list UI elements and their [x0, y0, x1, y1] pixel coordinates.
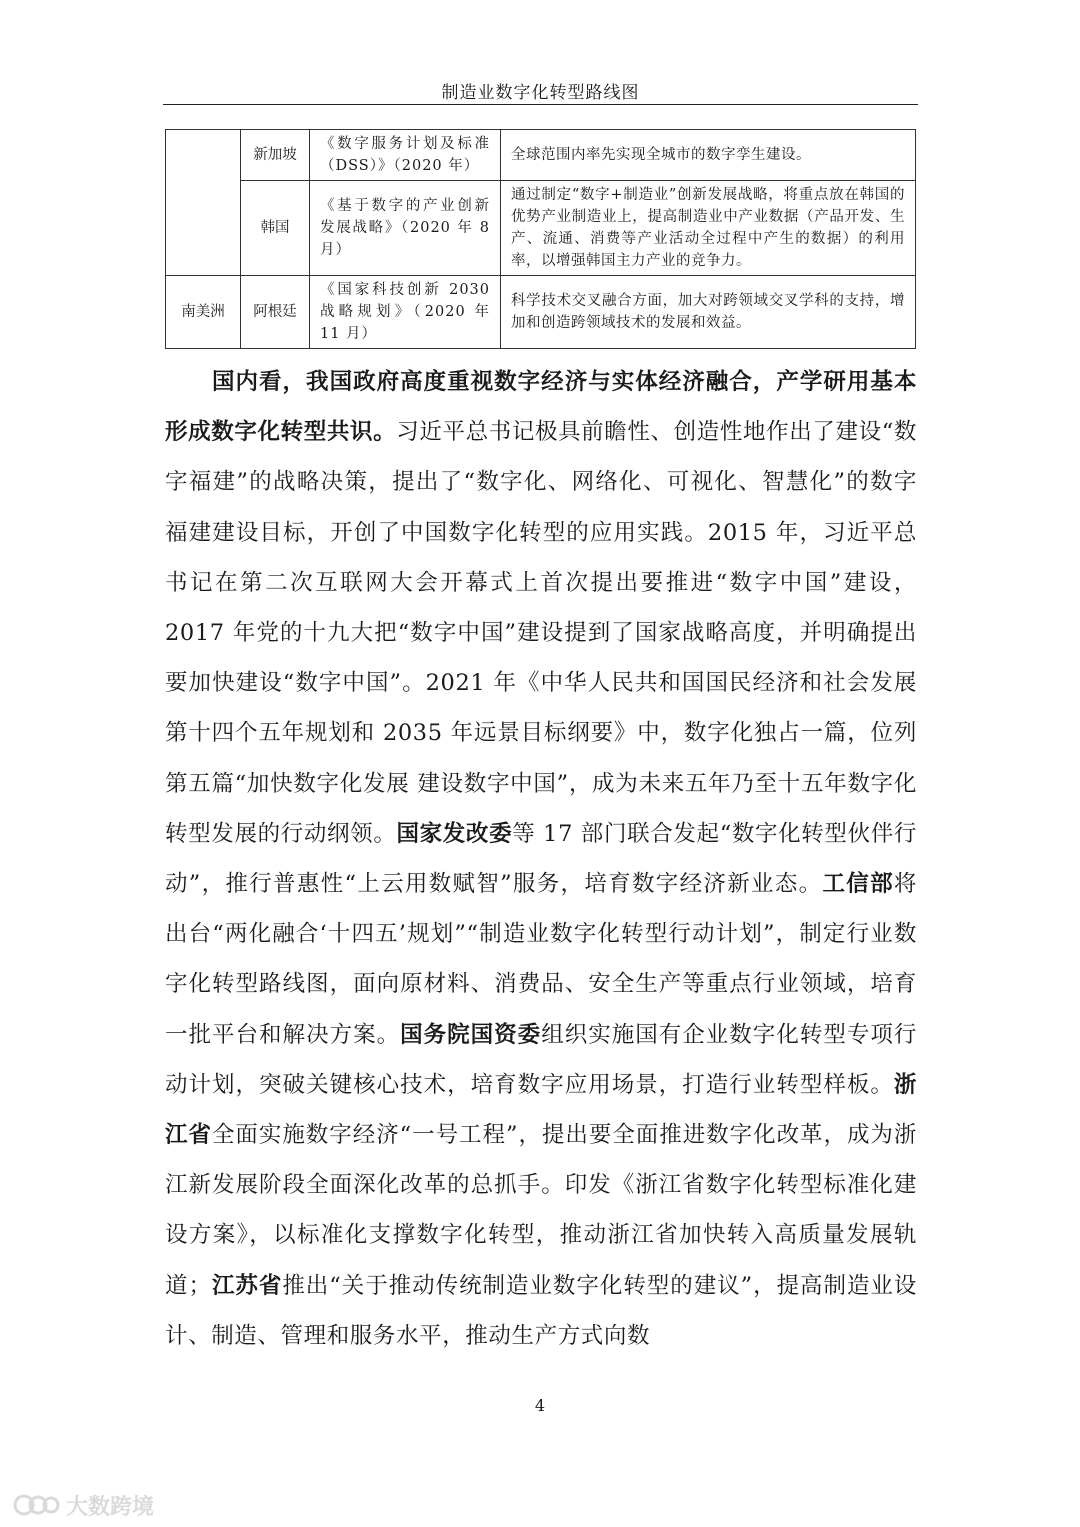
body-text: [165, 357, 917, 1361]
bold-org: 工信部: [822, 871, 894, 898]
policy-cell: 《基于数字的产业创新发展战略》（2020 年 8 月）: [310, 181, 501, 276]
table-row: [166, 181, 916, 276]
watermark-text: 大数跨境: [66, 1494, 155, 1520]
bold-org: 国务院国资委: [400, 1021, 542, 1048]
body-span: 推出“关于推动传统制造业数字化转型的建议”，提高制造业设计、制造、管理和服务水平，推动生产方式向数: [165, 1272, 917, 1349]
watermark-logo-icon: [12, 1493, 60, 1517]
country-cell: 新加坡: [241, 130, 310, 181]
body-span: 组织实施国有企业数字化转型专项行动计划，突破关键核心技术，培育数字应用场景，打造行业转型样板。: [165, 1021, 917, 1098]
table-row: [166, 130, 916, 181]
region-cell: [166, 130, 241, 276]
content-cell: 科学技术交叉融合方面，加大对跨领域交叉学科的支持，增加和创造跨领域技术的发展和效益。: [501, 276, 916, 349]
body-span: 等 17 部门联合发起“数字化转型伙伴行动”，推行普惠性“上云用数赋智”服务，培育数字经济新业态。: [165, 820, 917, 898]
body-span: 习近平总书记极具前瞻性、创造性地作出了建设“数字福建”的战略决策，提出了“数字化、网络化、可视化、智慧化”的数字福建建设目标，开创了中国数字化转型的应用实践。2015 年，习近平总书记在第二次互联网大会开幕式上首次提出要推进“数字中国”建设，2017 年党的十九大把“数字中国”建设提到了国家战略高度，并明确提出要加快建设“数字中国”。2021 年《中华人民共和国国民经济和社会发展第十四个五年规划和 2035 年远景目标纲要》中，数字化独占一篇，位列第五篇“加快数字化发展 建设数字中国”，成为未来五年乃至十五年数字化转型发展的行动纲领。: [165, 419, 917, 847]
header-rule: [163, 104, 918, 105]
bold-org: 国家发改委: [396, 820, 513, 847]
content-cell: 通过制定“数字+制造业”创新发展战略，将重点放在韩国的优势产业制造业上，提高制造业中产业数据（产品开发、生产、流通、消费等产业活动全过程中产生的数据）的利用率，以增强韩国主力产业的竞争力。: [501, 181, 916, 276]
body-span: 将出台“两化融合‘十四五’规划”“制造业数字化转型行动计划”，制定行业数字化转型路线图，面向原材料、消费品、安全生产等重点行业领域，培育一批平台和解决方案。: [165, 871, 917, 1048]
page-number: 4: [534, 1396, 546, 1415]
policy-cell: 《国家科技创新 2030 战略规划》（2020 年 11 月）: [310, 276, 501, 349]
running-header: 制造业数字化转型路线图: [441, 83, 640, 103]
content-cell: 全球范围内率先实现全城市的数字孪生建设。: [501, 130, 916, 181]
bold-org: 江苏省: [211, 1272, 283, 1299]
bold-lead: 国内看，我国政府高度重视数字经济与实体经济融合，产学研用基本形成数字化转型共识。: [165, 369, 917, 446]
policy-table: [165, 129, 916, 349]
body-paragraph: [165, 357, 917, 1361]
country-cell: 韩国: [241, 181, 310, 276]
table-row: [166, 276, 916, 349]
body-span: 全面实施数字经济“一号工程”，提出要全面推进数字化改革，成为浙江新发展阶段全面深化改革的总抓手。印发《浙江省数字化转型标准化建设方案》，以标准化支撑数字化转型，推动浙江省加快转入高质量发展轨道；: [165, 1122, 918, 1299]
bold-org: 浙江省: [165, 1071, 917, 1149]
policy-cell: 《数字服务计划及标准（DSS）》（2020 年）: [310, 130, 501, 181]
watermark: [12, 1490, 154, 1520]
country-cell: 阿根廷: [241, 276, 310, 349]
region-cell: 南美洲: [166, 276, 241, 349]
